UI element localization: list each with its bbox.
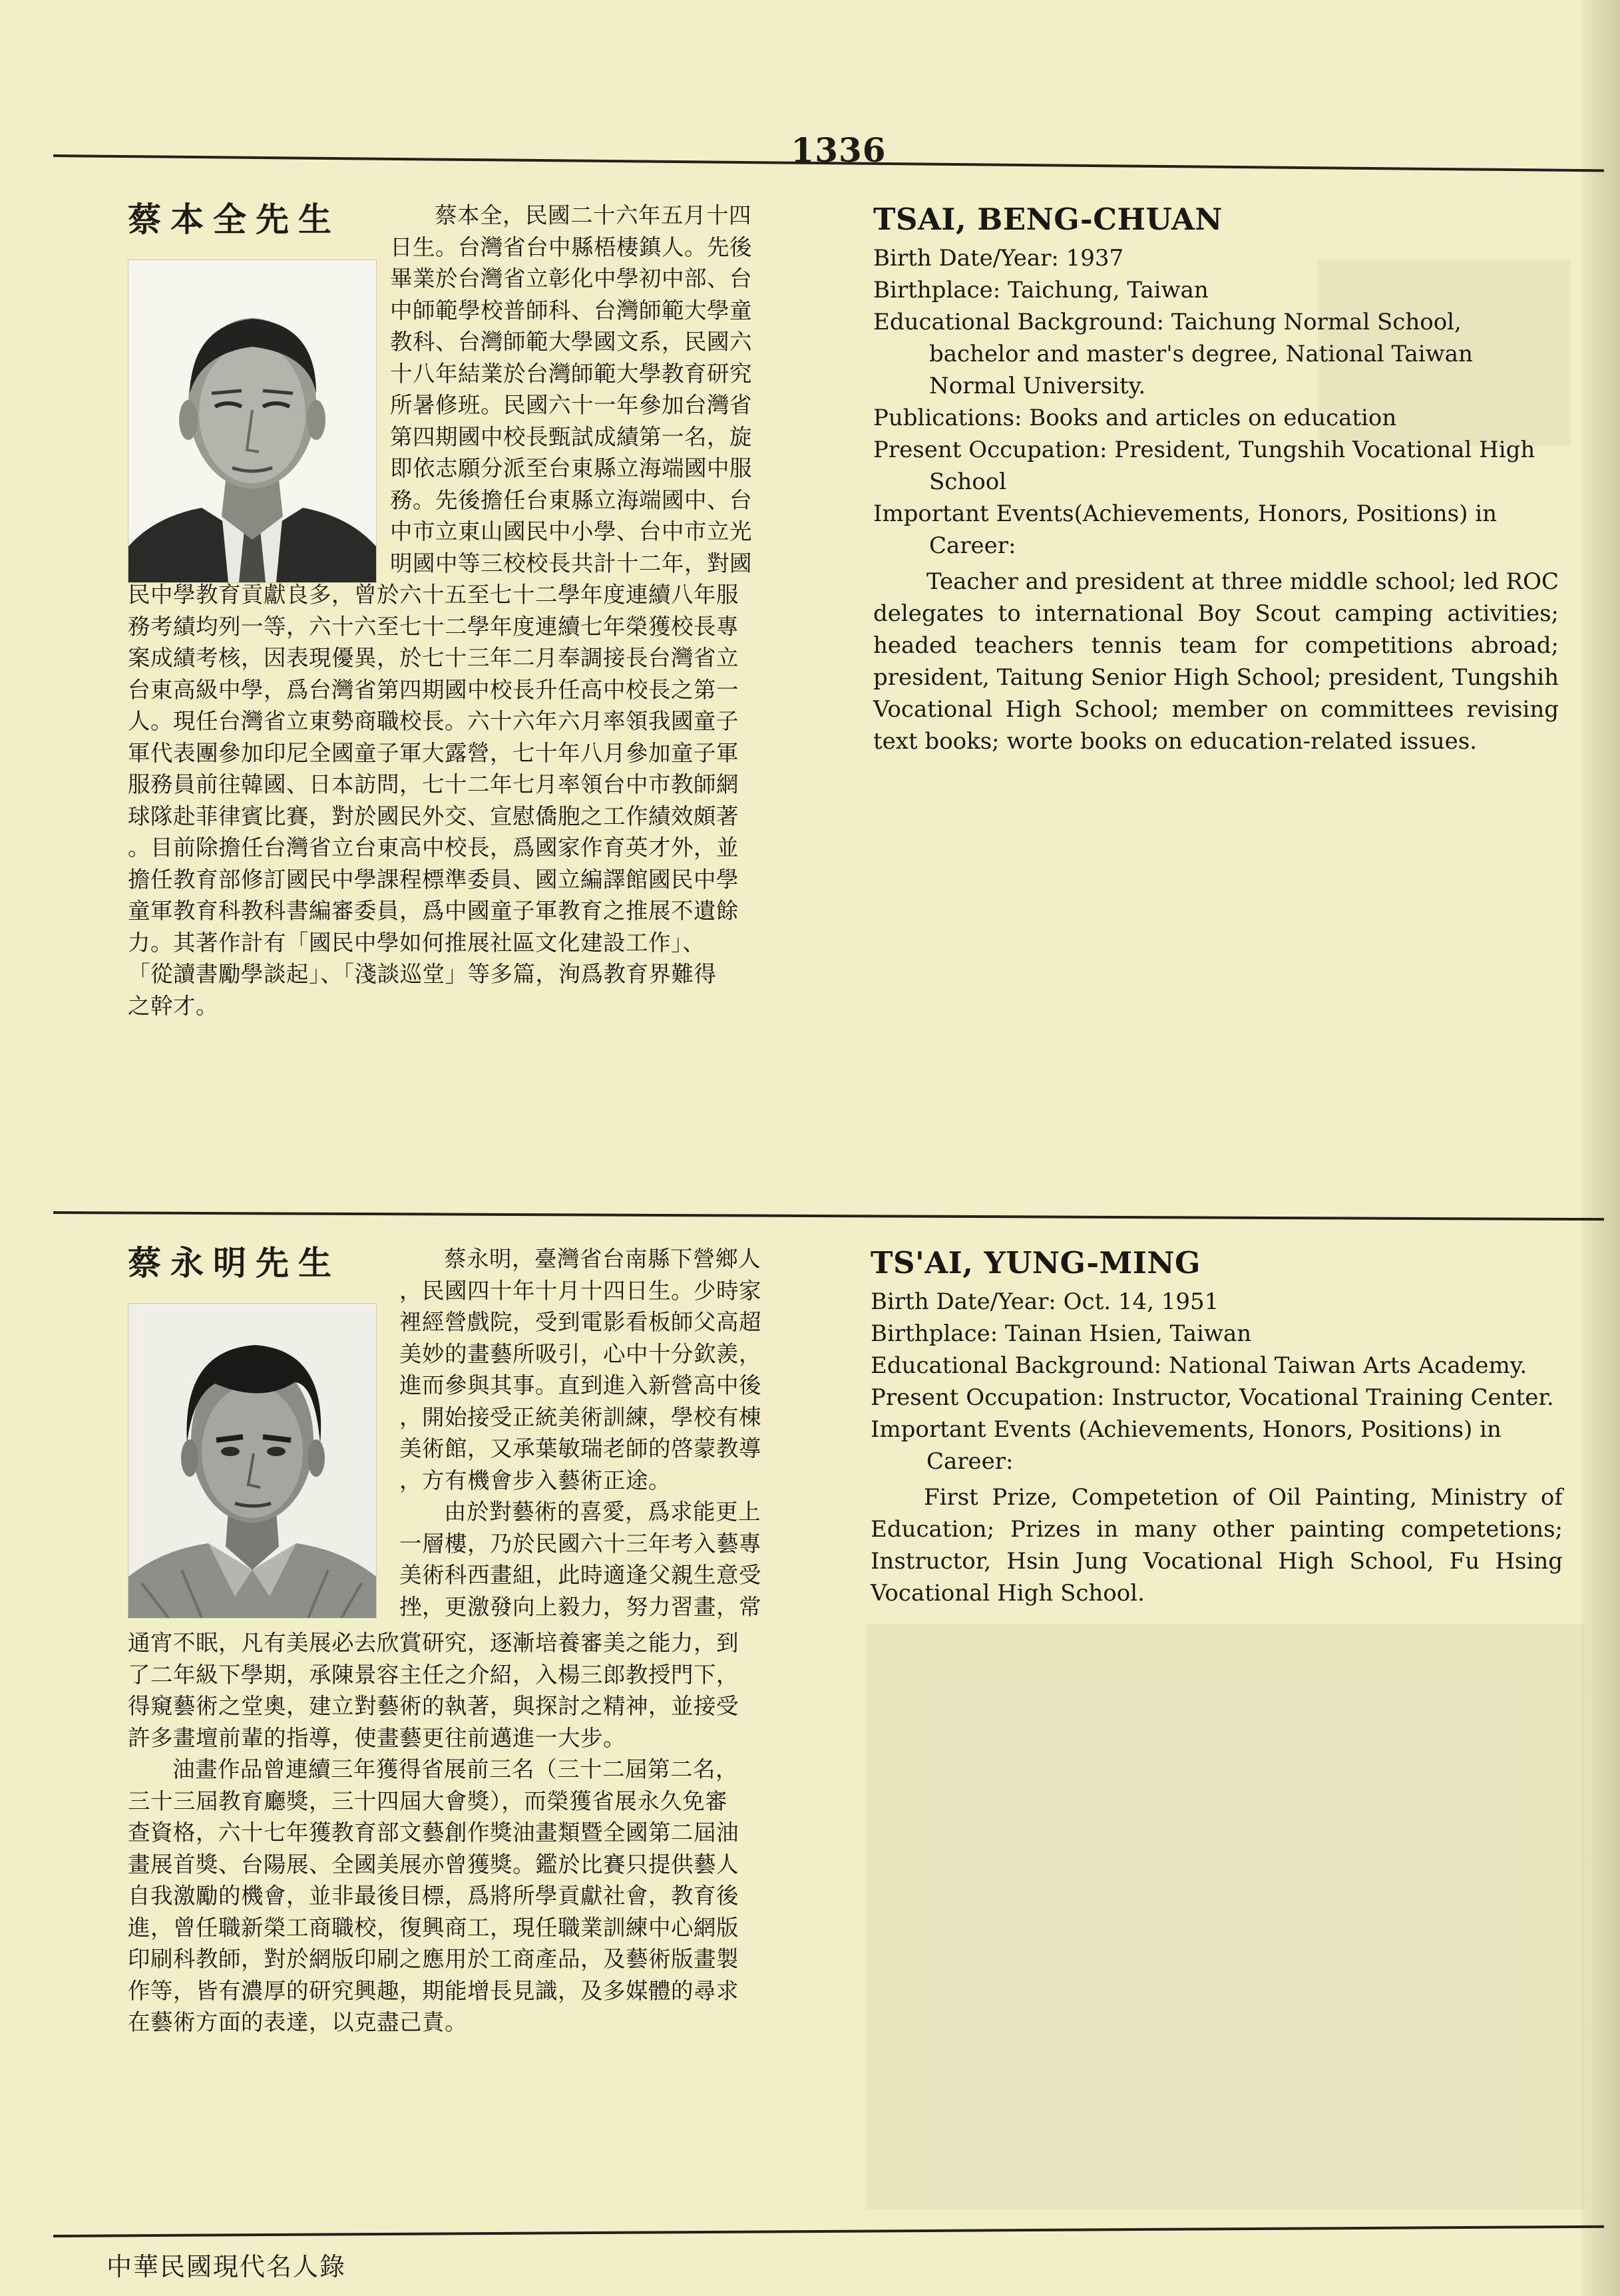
entry1-bio-zh-line: 民中學教育貢獻良多，曾於六十五至七十二學年度連續八年服 xyxy=(128,582,739,608)
entry2-bio-zh-line: 查資格，六十七年獲教育部文藝創作獎油畫類暨全國第二屆油 xyxy=(128,1819,739,1845)
entry1-bio-zh-line: 軍代表團參加印尼全國童子軍大露營，七十年八月參加童子軍 xyxy=(128,739,739,766)
entry2-bio-zh-line: 印刷科教師，對於網版印刷之應用於工商產品，及藝術版畫製 xyxy=(128,1946,739,1972)
entry2-bio-zh-line: ，方有機會步入藝術正途。 xyxy=(399,1467,671,1493)
entry1-bio-zh-line: 擔任教育部修訂國民中學課程標準委員、國立編譯館國民中學 xyxy=(128,866,739,892)
entry1-birthplace: Birthplace: Taichung, Taiwan xyxy=(873,277,1209,303)
entry1-bio-zh-line: 案成績考核，因表現優異，於七十三年二月奉調接長台灣省立 xyxy=(128,645,739,671)
entry2-bio-zh-line: 作等，皆有濃厚的研究興趣，期能增長見識，及多媒體的尋求 xyxy=(128,1977,739,2004)
entry1-birth-date: Birth Date/Year: 1937 xyxy=(873,245,1124,272)
entry2-bio-zh-line: 許多畫壇前輩的指導，使畫藝更往前邁進一大步。 xyxy=(128,1724,626,1751)
entry2-bio-zh-line: 美術科西畫組，此時適逢父親生意受 xyxy=(399,1562,761,1588)
entry1-bio-zh-line: 務考績均列一等，六十六至七十二學年度連續七年榮獲校長專 xyxy=(128,613,739,640)
entry1-bio-zh-wrapped xyxy=(390,200,803,579)
entry2-bio-zh-line: 自我激勵的機會，並非最後目標，爲將所學貢獻社會，教育後 xyxy=(128,1883,739,1909)
entry1-bio-zh-line: 力。其著作計有「國民中學如何推展社區文化建設工作」、 xyxy=(128,929,706,956)
entry2-bio-zh-line: 一層樓，乃於民國六十三年考入藝專 xyxy=(399,1530,761,1557)
entry1-bio-zh-line: 蔡本全，民國二十六年五月十四 xyxy=(435,202,751,228)
entry2-bio-zh-line: ，開始接受正統美術訓練，學校有棟 xyxy=(399,1404,761,1430)
entry2-bio-zh-line: 在藝術方面的表達，以克盡己責。 xyxy=(128,2009,467,2035)
entry1-bio-zh-line: 第四期國中校長甄試成績第一名，旋 xyxy=(390,423,752,450)
entry2-bio-zh-line: 蔡永明，臺灣省台南縣下營鄉人 xyxy=(444,1246,761,1272)
footer-rule xyxy=(53,2225,1604,2237)
entry2-occupation: Present Occupation: Instructor, Vocational Training Center. xyxy=(871,1384,1554,1411)
page-number: 1336 xyxy=(791,130,887,170)
page-edge-shadow xyxy=(1581,0,1620,2296)
entry2-name-en: TS'AI, YUNG-MING xyxy=(871,1245,1201,1280)
entry2-bio-zh-full xyxy=(128,1627,813,2038)
entry2-bio-zh-line: 得窺藝術之堂奧，建立對藝術的執著，與探討之精神，並接受 xyxy=(128,1693,739,1719)
entry1-bio-zh-line: 之幹才。 xyxy=(128,992,218,1019)
entry1-bio-zh-line: 明國中等三校校長共計十二年，對國 xyxy=(390,550,752,576)
entry2-birthplace: Birthplace: Tainan Hsien, Taiwan xyxy=(871,1320,1252,1347)
entry2-english xyxy=(871,1243,1563,1609)
entry2-events-body: First Prize, Competetion of Oil Painting, Ministry of Education; Prizes in many other painting competetions; Instructor, Hsin Jung Vocational High School, Fu Hsing Vocational High School. xyxy=(871,1484,1563,1607)
entry1-bio-zh-line: 畢業於台灣省立彰化中學初中部、台 xyxy=(390,266,752,291)
entry2-name-zh: 蔡永明先生 xyxy=(128,1244,341,1282)
entry-divider-rule xyxy=(53,1211,1604,1221)
entry2-bio-zh-line: 油畫作品曾連續三年獲得省展前三名（三十二屆第二名， xyxy=(172,1756,738,1782)
entry2-bio-zh-line: 了二年級下學期，承陳景容主任之介紹，入楊三郎教授門下， xyxy=(128,1661,739,1688)
entry1-publications: Publications: Books and articles on education xyxy=(873,405,1397,431)
entry1-bio-zh-line: 中市立東山國民中小學、台中市立光 xyxy=(390,518,752,544)
entry1-portrait-image xyxy=(128,260,376,582)
entry2-bio-zh-wrapped xyxy=(399,1243,812,1623)
entry1-portrait xyxy=(128,260,377,583)
entry1-bio-zh-line: 務。先後擔任台東縣立海端國中、台 xyxy=(390,486,752,513)
entry2-bio-zh-line: 三十三屆教育廳獎，三十四屆大會獎），而榮獲省展永久免審 xyxy=(128,1788,728,1814)
entry2-portrait xyxy=(128,1303,377,1619)
entry2-bio-zh-line: 進而參與其事。直到進入新營高中後 xyxy=(399,1372,761,1398)
entry2-bio-zh-line: 美妙的畫藝所吸引，心中十分欽羨， xyxy=(399,1340,761,1367)
entry1-bio-zh-line: 「從讀書勵學談起」、「淺談巡堂」等多篇，洵爲教育界難得 xyxy=(128,961,717,987)
book-title-footer: 中華民國現代名人錄 xyxy=(106,2252,347,2281)
entry1-bio-zh-line: 教科、台灣師範大學國文系，民國六 xyxy=(390,329,752,355)
entry1-bio-zh-line: 球隊赴菲律賓比賽，對於國民外交、宣慰僑胞之工作績效頗著 xyxy=(128,803,739,829)
bleed-through-bottom xyxy=(865,1624,1584,2209)
entry2-bio-zh-line: 由於對藝術的喜愛，爲求能更上 xyxy=(444,1499,761,1525)
entry1-bio-zh-line: 。目前除擔任台灣省立台東高中校長，爲國家作育英才外，並 xyxy=(128,835,739,861)
entry1-bio-zh-line: 十八年結業於台灣師範大學教育研究 xyxy=(390,360,752,387)
entry2-bio-zh-line: 裡經營戲院，受到電影看板師父高超 xyxy=(399,1309,761,1335)
entry1-english xyxy=(873,200,1559,757)
entry1-name-en: TSAI, BENG-CHUAN xyxy=(873,202,1223,237)
entry2-bio-zh-line: 美術館，又承葉敏瑞老師的啓蒙教導 xyxy=(399,1435,761,1461)
entry1-bio-zh-line: 日生。台灣省台中縣梧棲鎮人。先後 xyxy=(390,234,752,260)
entry1-occupation: Present Occupation: President, Tungshih Vocational High School xyxy=(873,437,1535,495)
entry1-bio-zh-line: 即依志願分派至台東縣立海端國中服 xyxy=(390,455,752,481)
entry2-bio-zh-line: 挫，更激發向上毅力，努力習畫，常 xyxy=(399,1593,761,1620)
entry2-events-heading: Important Events (Achievements, Honors, Positions) in Career: xyxy=(871,1416,1502,1475)
entry2-bio-zh-line: ，民國四十年十月十四日生。少時家 xyxy=(399,1277,761,1304)
entry1-name-zh: 蔡本全先生 xyxy=(128,200,341,239)
entry1-bio-zh-full xyxy=(128,579,807,1022)
entry1-events-body: Teacher and president at three middle school; led ROC delegates to international Boy Scout camping activities; headed teachers tennis team for competitions abroad; president, Taitung Senior High School; president, Tungshih Vocational High School; member on committees revising text books; worte books on education-related issues. xyxy=(873,568,1559,755)
entry2-bio-zh-line: 進，曾任職新榮工商職校，復興商工，現任職業訓練中心網版 xyxy=(128,1914,739,1941)
entry1-bio-zh-line: 童軍教育科教科書編審委員，爲中國童子軍教育之推展不遺餘 xyxy=(128,898,739,924)
entry2-portrait-image xyxy=(128,1304,376,1618)
entry2-bio-zh-line: 通宵不眠，凡有美展必去欣賞研究，逐漸培養審美之能力，到 xyxy=(128,1630,739,1656)
entry2-education: Educational Background: National Taiwan Arts Academy. xyxy=(871,1352,1527,1379)
entry1-bio-zh-line: 台東高級中學，爲台灣省第四期國中校長升任高中校長之第一 xyxy=(128,676,739,703)
entry1-bio-zh-line: 中師範學校普師科、台灣師範大學童 xyxy=(390,297,752,323)
entry1-bio-zh-line: 所暑修班。民國六十一年參加台灣省 xyxy=(390,392,752,418)
entry1-education: Educational Background: Taichung Normal School, bachelor and master's degree, National Taiwan Normal University. xyxy=(873,309,1473,399)
entry1-bio-zh-line: 服務員前往韓國、日本訪問，七十二年七月率領台中市教師網 xyxy=(128,771,739,797)
entry2-birth-date: Birth Date/Year: Oct. 14, 1951 xyxy=(871,1288,1219,1315)
entry1-events-heading: Important Events(Achievements, Honors, Positions) in Career: xyxy=(873,500,1497,559)
entry2-bio-zh-line: 畫展首獎、台陽展、全國美展亦曾獲獎。鑑於比賽只提供藝人 xyxy=(128,1851,739,1877)
entry1-bio-zh-line: 人。現任台灣省立東勢商職校長。六十六年六月率領我國童子 xyxy=(128,708,739,734)
